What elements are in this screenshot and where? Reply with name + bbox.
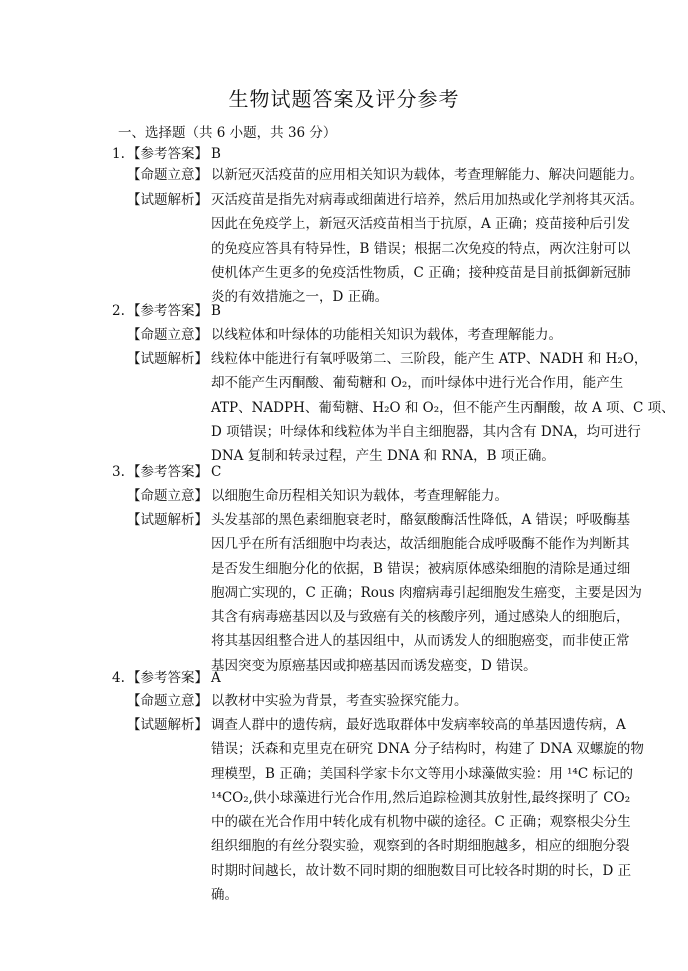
answer-value: A [211, 670, 221, 686]
question-number: 1. [112, 146, 125, 162]
analysis-line: 的免疫应答具有特异性，B 错误；根据二次免疫的特点，两次注射可以 [211, 240, 631, 257]
intent-label: 【命题立意】 [127, 327, 208, 343]
analysis-line: 是否发生细胞分化的依据，B 错误；被病原体感染细胞的清除是通过细 [211, 560, 631, 577]
answer-label: 【参考答案】 [127, 303, 208, 319]
intent-text: 以细胞生命历程相关知识为载体，考查理解能力。 [211, 488, 508, 504]
analysis-line: 其含有病毒癌基因以及与致癌有关的核酸序列，通过感染人的细胞后， [211, 609, 630, 626]
analysis-line: D 项错误；叶绿体和线粒体为半自主细胞器，其内含有 DNA，均可进行 [211, 423, 641, 440]
analysis-line: 确。 [211, 887, 238, 904]
analysis-line: 因几乎在所有活细胞中均表达，故活细胞能合成呼吸酶不能作为判断其 [211, 536, 630, 553]
analysis-line: 因此在免疫学上，新冠灭活疫苗相当于抗原，A 正确；疫苗接种后引发 [211, 216, 631, 233]
analysis-line: 使机体产生更多的免疫活性物质，C 正确；接种疫苗是目前抵御新冠肺 [211, 264, 631, 281]
answer-value: C [211, 464, 222, 480]
answer-label: 【参考答案】 [127, 464, 208, 480]
analysis-line: 头发基部的黑色素细胞衰老时，酪氨酸酶活性降低，A 错误；呼吸酶基 [211, 512, 631, 528]
analysis-text [211, 508, 657, 678]
intent-label: 【命题立意】 [127, 488, 208, 504]
analysis-line: 调查人群中的遗传病，最好选取群体中发病率较高的单基因遗传病，A [211, 717, 626, 733]
answer-value: B [211, 146, 221, 162]
analysis-line: DNA 复制和转录过程，产生 DNA 和 RNA，B 项正确。 [211, 448, 555, 465]
intent-text: 以新冠灭活疫苗的应用相关知识为载体，考查理解能力、解决问题能力。 [211, 167, 643, 183]
analysis-label: 【试题解析】 [127, 192, 208, 208]
analysis-line: 将其基因组整合进人的基因组中，从而诱发人的细胞癌变，而非使正常 [211, 633, 630, 650]
analysis-line: 胞凋亡实现的，C 正确；Rous 肉瘤病毒引起细胞发生癌变，主要是因为 [211, 584, 642, 601]
question-number: 2. [112, 303, 125, 319]
analysis-text [211, 347, 675, 468]
analysis-label: 【试题解析】 [127, 351, 208, 367]
answer-label: 【参考答案】 [127, 146, 208, 162]
question-number: 3. [112, 464, 125, 480]
analysis-label: 【试题解析】 [127, 512, 208, 528]
answer-value: B [211, 303, 221, 319]
analysis-line: 时期时间越长，故计数不同时期的细胞数目可比较各时期的时长，D 正 [211, 862, 632, 879]
analysis-line: ATP、NADPH、葡萄糖、H₂O 和 O₂，但不能产生丙酮酸，故 A 项、C 项、 [211, 399, 675, 416]
intent-text: 以教材中实验为背景，考查实验探究能力。 [211, 693, 468, 709]
page-title: 生物试题答案及评分参考 [228, 87, 460, 111]
intent-label: 【命题立意】 [127, 693, 208, 709]
analysis-line: 却不能产生丙酮酸、葡萄糖和 O₂，而叶绿体中进行光合作用，能产生 [211, 375, 624, 392]
question-number: 4. [112, 670, 125, 686]
analysis-text [211, 713, 657, 907]
analysis-line: ¹⁴CO₂,供小球藻进行光合作用,然后追踪检测其放射性,最终探明了 CO₂ [211, 789, 631, 806]
analysis-line: 理模型，B 正确；美国科学家卡尔文等用小球藻做实验：用 ¹⁴C 标记的 [211, 765, 633, 782]
analysis-text [211, 188, 657, 309]
analysis-label: 【试题解析】 [127, 717, 208, 733]
section-heading: 一、选择题（共 6 小题，共 36 分） [118, 125, 337, 141]
analysis-line: 中的碳在光合作用中转化成有机物中碳的途径。C 正确；观察根尖分生 [211, 814, 631, 831]
analysis-line: 组织细胞的有丝分裂实验，观察到的各时期细胞越多，相应的细胞分裂 [211, 838, 630, 855]
analysis-line: 基因突变为原癌基因或抑癌基因而诱发癌变，D 错误。 [211, 657, 537, 674]
intent-label: 【命题立意】 [127, 167, 208, 183]
analysis-line: 错误；沃森和克里克在研究 DNA 分子结构时，构建了 DNA 双螺旋的物 [211, 741, 644, 758]
answer-label: 【参考答案】 [127, 670, 208, 686]
intent-text: 以线粒体和叶绿体的功能相关知识为载体，考查理解能力。 [211, 327, 562, 343]
analysis-line: 炎的有效措施之一，D 正确。 [211, 289, 389, 306]
analysis-line: 线粒体中能进行有氧呼吸第二、三阶段，能产生 ATP、NADH 和 H₂O， [211, 351, 648, 367]
analysis-line: 灭活疫苗是指先对病毒或细菌进行培养，然后用加热或化学剂将其灭活。 [211, 192, 643, 208]
